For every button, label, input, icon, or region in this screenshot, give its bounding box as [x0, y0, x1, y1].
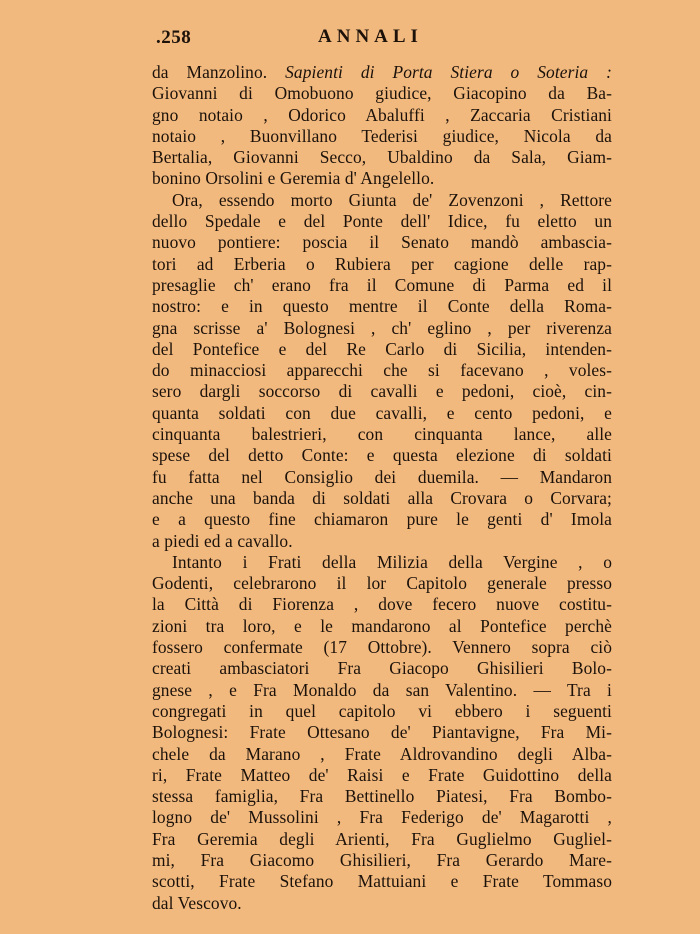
text-line: tori ad Erberia o Rubiera per cagione delle rap- [152, 253, 612, 274]
text-line: del Pontefice e del Re Carlo di Sicilia, intenden- [152, 338, 612, 359]
text-line: ri, Frate Matteo de' Raisi e Frate Guidottino della [152, 764, 612, 785]
text-line: logno de' Mussolini , Fra Federigo de' Magarotti , [152, 807, 612, 828]
text-line: dello Spedale e del Ponte dell' Idice, fu eletto un [152, 211, 612, 232]
text-line: la Città di Fiorenza , dove fecero nuove costitu- [152, 594, 612, 615]
text-line: nostro: e in questo mentre il Conte della Roma- [152, 296, 612, 317]
text-line: Bertalia, Giovanni Secco, Ubaldino da Sala, Giam- [152, 147, 612, 168]
text-line: creati ambasciatori Fra Giacopo Ghisilieri Bolo- [152, 658, 612, 679]
text-line: gna scrisse a' Bolognesi , ch' eglino , per riverenza [152, 317, 612, 338]
text-line: gnese , e Fra Monaldo da san Valentino. — Tra i [152, 679, 612, 700]
text-line: dal Vescovo. [152, 892, 242, 913]
text-line: gno notaio , Odorico Abaluffi , Zaccaria Cristiani [152, 104, 612, 125]
text-line: presaglie ch' erano fra il Comune di Parma ed il [152, 274, 612, 295]
running-head: ANNALI [318, 26, 423, 47]
text-line: fossero confermate (17 Ottobre). Vennero sopra ciò [152, 637, 612, 658]
text-line: sero dargli soccorso di cavalli e pedoni, cioè, cin- [152, 381, 612, 402]
text-line: fu fatta nel Consiglio dei duemila. — Mandaron [152, 466, 612, 487]
page-header [152, 24, 612, 54]
text-line: Giovanni di Omobuono giudice, Giacopino da Ba- [152, 83, 612, 104]
text-line: spese del detto Conte: e questa elezione di soldati [152, 445, 612, 466]
text-line: a piedi ed a cavallo. [152, 530, 293, 551]
body-text [152, 62, 612, 914]
paragraph-start: Intanto i Frati della Milizia della Vergine , o [172, 551, 612, 572]
text-line: bonino Orsolini e Geremia d' Angelello. [152, 168, 435, 189]
text-line: chele da Marano , Frate Aldrovandino degli Alba- [152, 743, 612, 764]
text-line: Fra Geremia degli Arienti, Fra Guglielmo Gugliel- [152, 828, 612, 849]
text-line: Godenti, celebrarono il lor Capitolo generale presso [152, 573, 612, 594]
text-line: stessa famiglia, Fra Bettinello Piatesi, Fra Bombo- [152, 786, 612, 807]
page-number: .258 [156, 27, 192, 48]
paragraph-start: Ora, essendo morto Giunta de' Zovenzoni , Rettore [172, 189, 612, 210]
text-line: e a questo fine chiamaron pure le genti d' Imola [152, 509, 612, 530]
text-line: da Manzolino. Sapienti di Porta Stiera o Soteria : [152, 62, 613, 82]
text-line: quanta soldati con due cavalli, e cento pedoni, e [152, 402, 612, 423]
text-line: scotti, Frate Stefano Mattuiani e Frate Tommaso [152, 871, 612, 892]
text-line: notaio , Buonvillano Tederisi giudice, Nicola da [152, 125, 612, 146]
text-line: congregati in quel capitolo vi ebbero i seguenti [152, 700, 612, 721]
text-line: cinquanta balestrieri, con cinquanta lance, alle [152, 424, 612, 445]
text-line: Bolognesi: Frate Ottesano de' Piantavigne, Fra Mi- [152, 722, 612, 743]
text-line: do minacciosi apparecchi che si facevano , voles- [152, 360, 612, 381]
text-line: zioni tra loro, e le mandarono al Pontefice perchè [152, 615, 612, 636]
text-line: mi, Fra Giacomo Ghisilieri, Fra Gerardo Mare- [152, 849, 612, 870]
text-line: anche una banda di soldati alla Crovara o Corvara; [152, 487, 612, 508]
text-line: nuovo pontiere: poscia il Senato mandò ambascia- [152, 232, 612, 253]
